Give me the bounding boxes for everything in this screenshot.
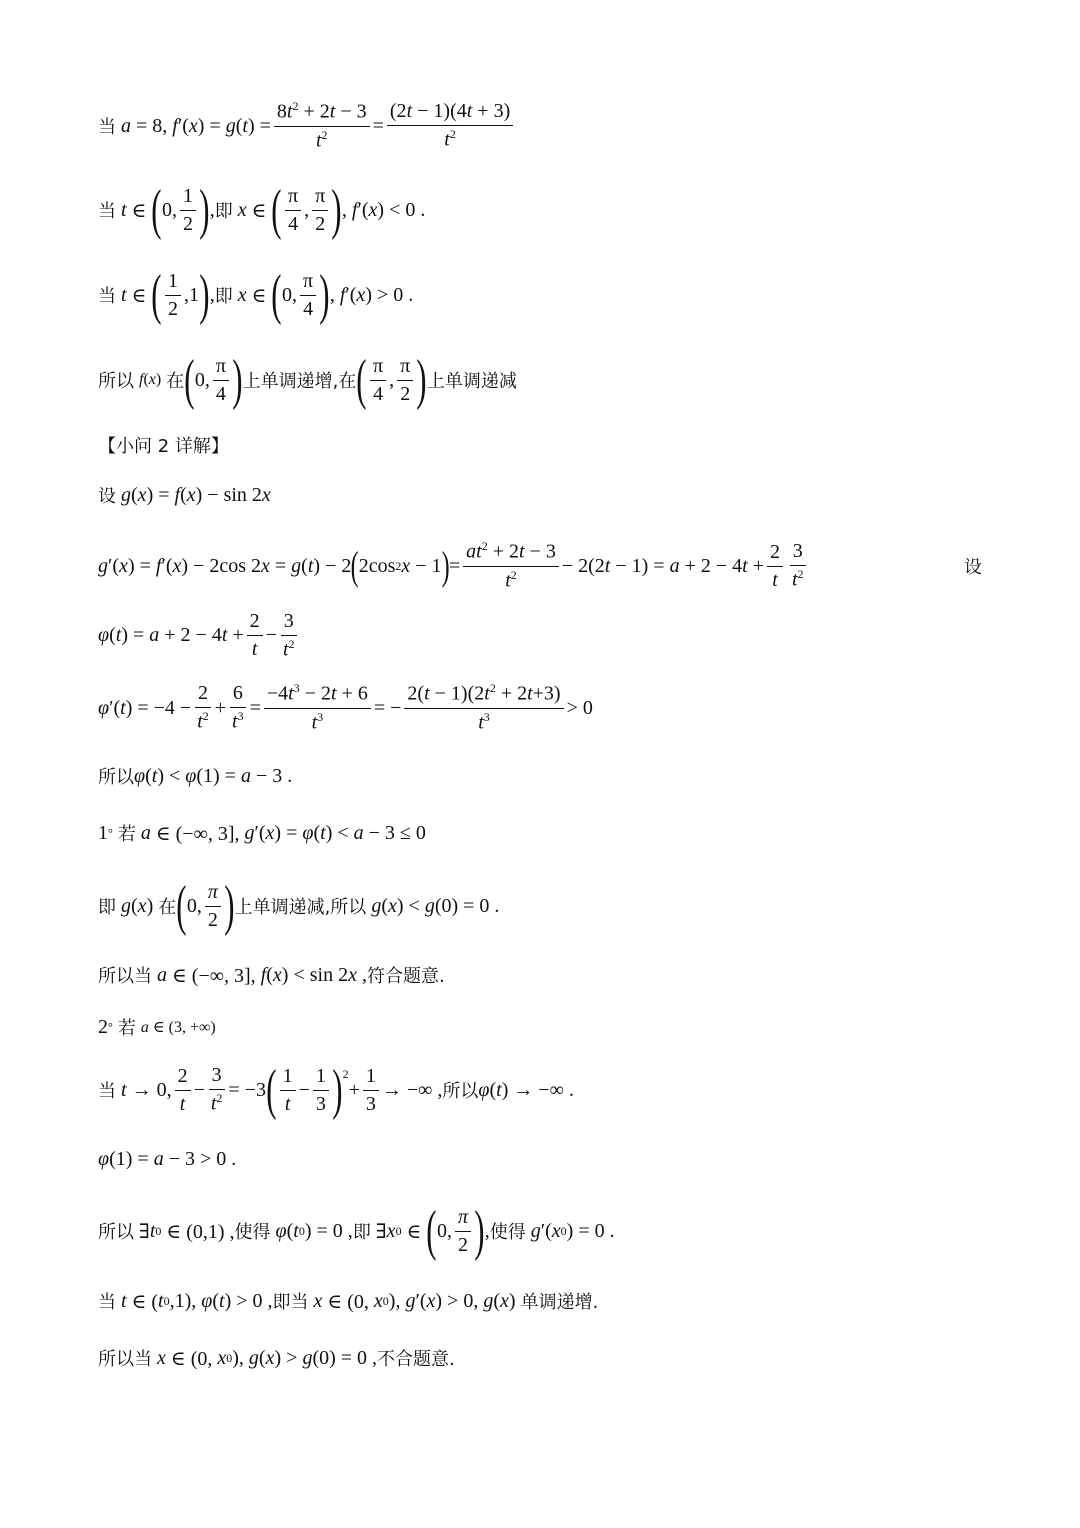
line-6: g ′( x ) = f ′( x ) − 2cos 2 x = g ( t ) − 2 ( 2cos 2 x − 1 ) = $\frac{at^2 + 2t - 3}{t^2}$ − 2(2 t − 1) = a + 2 − 4 t + $\frac{2}{t}$ $\frac{3}{t^2}$ xyxy=(98,540,810,592)
line-14: 当 t → 0, $\frac{2}{t}$ − $\frac{3}{t^2}$ = −3 ( $\frac{1}{t}$ − $\frac{1}{3}$ ) $^2$ + $\frac{1}{3}$ → −∞ , 所以 φ ( t ) → −∞ . xyxy=(98,1059,574,1121)
line-8: φ ′( t ) = −4 − $\frac{2}{t^2}$ + $\frac{6}{t^3}$ = $\frac{-4t^3 - 2t + 6}{t^3}$ = − $\frac{2(t - 1)(2t^2 + 2t+3)}{t^3}$ > 0 xyxy=(98,681,593,734)
line-3: 当 t ∈ ( $\frac{1}{2}$ ,1 ) , 即 x ∈ ( 0, $\frac{\pi}{4}$ ) , f ′( x ) > 0 . xyxy=(98,264,414,326)
line-13: 2 ° 若 a ∈ (3, +∞) xyxy=(98,1015,216,1039)
line-7: φ ( t ) = a + 2 − 4 t + $\frac{2}{t}$ − $\frac{3}{t^2}$ xyxy=(98,610,301,662)
line-2: 当 t ∈ ( 0, $\frac{1}{2}$ ) , 即 x ∈ ( $\frac{\pi}{4}$ , $\frac{\pi}{2}$ ) , f ′( x ) < 0 . xyxy=(98,179,426,241)
line-11: 即 g ( x ) 在 ( 0, $\frac{\pi}{2}$ ) 上单调递减,所以 g ( x ) < g (0) = 0 . xyxy=(98,875,500,937)
line-15: φ (1) = a − 3 > 0 . xyxy=(98,1148,237,1170)
line-1: 当 a = 8, f ′( x ) = g ( t ) = $\frac{8t^2 + 2t - 3}{t^2}$ = $\frac{(2t - 1)(4t + 3)}{t^2}$ xyxy=(98,100,516,152)
line-9: 所以 φ ( t ) < φ (1) = a − 3 . xyxy=(98,764,293,788)
line-16: 所以 ∃ t 0 ∈ (0,1) , 使得 φ ( t 0 ) = 0 , 即 ∃ x 0 ∈ ( 0, $\frac{\pi}{2}$ ) , 使得 g ′( x 0 ) = 0 . xyxy=(98,1200,615,1262)
line-12: 所以当 a ∈ (−∞, 3], f ( x ) < sin 2 x , 符合题意. xyxy=(98,963,445,987)
line-5: 设 g ( x ) = f ( x ) − sin 2 x xyxy=(98,483,271,507)
line-17: 当 t ∈ ( t 0 ,1), φ ( t ) > 0 , 即当 x ∈ (0, x 0 ), g ′( x ) > 0, g ( x ) 单调递增. xyxy=(98,1289,599,1313)
line-6-tail: 设 xyxy=(964,557,982,578)
line-18: 所以当 x ∈ (0, x 0 ), g ( x ) > g (0) = 0 , 不合题意. xyxy=(98,1346,455,1370)
section-heading: 【小问 2 详解】 xyxy=(98,436,229,457)
line-4: 所以 f (x) 在 ( 0, $\frac{\pi}{4}$ ) 上单调递增,在 ( $\frac{\pi}{4}$ , $\frac{\pi}{2}$ ) 上单调递减 xyxy=(98,349,517,411)
line-10: 1 ° 若 a ∈ (−∞, 3], g ′( x ) = φ ( t ) < a − 3 ≤ 0 xyxy=(98,821,426,845)
